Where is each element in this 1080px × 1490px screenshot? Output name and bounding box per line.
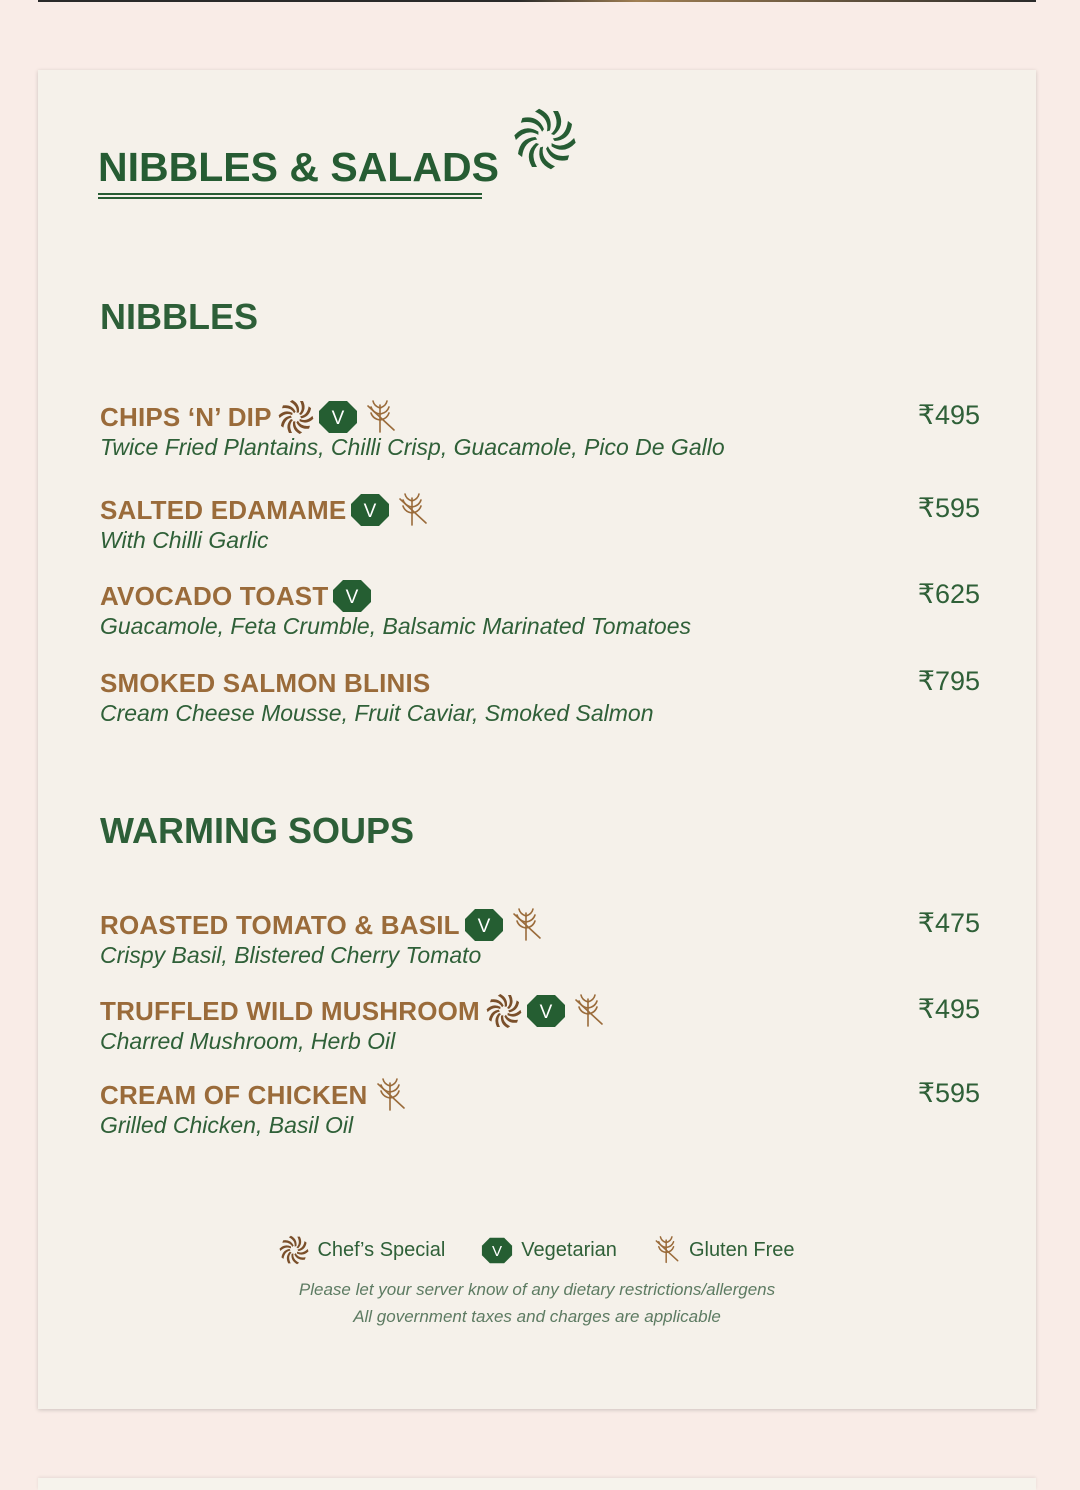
item-name-row: [100, 579, 372, 613]
item-name: CREAM OF CHICKEN: [100, 1079, 368, 1110]
legend-label: Chef’s Special: [317, 1238, 446, 1261]
menu-item: [100, 400, 980, 470]
item-description: Twice Fried Plantains, Chilli Crisp, Guacamole, Pico De Gallo: [100, 434, 725, 460]
svg-text:V: V: [346, 587, 359, 608]
item-name-row: [100, 400, 398, 434]
next-page-edge: [38, 1478, 1036, 1490]
item-name: AVOCADO TOAST: [100, 580, 329, 611]
item-price: ₹625: [917, 579, 980, 609]
legend-label: Gluten Free: [688, 1238, 795, 1261]
chef-special-icon: [278, 399, 314, 435]
menu-item: [100, 493, 980, 563]
item-name: TRUFFLED WILD MUSHROOM: [100, 995, 480, 1026]
item-description: Charred Mushroom, Herb Oil: [100, 1028, 396, 1054]
gluten-free-icon: [653, 1236, 681, 1264]
legend-label: Vegetarian: [521, 1238, 617, 1261]
svg-text:V: V: [477, 916, 491, 937]
item-description: With Chilli Garlic: [100, 527, 269, 553]
menu-item: [100, 994, 980, 1064]
legend-vegetarian: [481, 1237, 617, 1264]
legend-gluten-free: [653, 1236, 795, 1264]
allergen-note: Please let your server know of any dietary restrictions/allergens: [298, 1280, 776, 1299]
gluten-free-icon: [364, 400, 398, 434]
item-price: ₹795: [917, 666, 980, 696]
item-name-row: [100, 666, 430, 700]
svg-text:V: V: [364, 501, 377, 522]
item-name-row: [100, 493, 430, 527]
item-price: ₹495: [917, 400, 980, 430]
item-price: ₹475: [917, 908, 980, 938]
item-name-row: [100, 1078, 408, 1112]
vegetarian-icon: [526, 994, 566, 1028]
sunburst-logo-icon: [514, 108, 576, 170]
svg-text:V: V: [539, 1002, 553, 1023]
gluten-free-icon: [396, 493, 430, 527]
item-name-row: [100, 908, 544, 942]
item-description: Guacamole, Feta Crumble, Balsamic Marinated Tomatoes: [100, 613, 692, 639]
item-name: CHIPS ‘N’ DIP: [100, 401, 272, 432]
item-description: Crispy Basil, Blistered Cherry Tomato: [100, 942, 482, 968]
chef-special-icon: [486, 993, 522, 1029]
item-description: Cream Cheese Mousse, Fruit Caviar, Smoked Salmon: [100, 700, 654, 726]
page-title: NIBBLES & SALADS: [98, 144, 499, 190]
section-title-warming-soups: WARMING SOUPS: [100, 810, 415, 851]
item-price: ₹495: [917, 994, 980, 1024]
item-name: ROASTED TOMATO & BASIL: [100, 909, 460, 940]
section-title-nibbles: NIBBLES: [100, 296, 259, 337]
item-price: ₹595: [917, 1078, 980, 1108]
legend-chef-special: [279, 1235, 445, 1265]
tax-note: All government taxes and charges are applicable: [353, 1307, 721, 1326]
svg-text:V: V: [331, 408, 344, 429]
icon-legend: [38, 1232, 1036, 1268]
menu-item: [100, 908, 980, 978]
menu-item: [100, 666, 980, 736]
previous-page-edge: [38, 0, 1036, 2]
title-underline: [98, 193, 482, 199]
item-name: SMOKED SALMON BLINIS: [100, 667, 431, 698]
menu-item: [100, 1078, 980, 1148]
item-price: ₹595: [917, 493, 980, 523]
gluten-free-icon: [510, 908, 544, 942]
menu-item: [100, 579, 980, 649]
item-name: SALTED EDAMAME: [100, 494, 347, 525]
menu-page: [38, 70, 1036, 1409]
item-description: Grilled Chicken, Basil Oil: [100, 1112, 354, 1138]
svg-text:V: V: [492, 1242, 503, 1260]
gluten-free-icon: [374, 1078, 408, 1112]
vegetarian-icon: [332, 579, 372, 613]
vegetarian-icon: [318, 400, 358, 434]
vegetarian-icon: [481, 1237, 513, 1264]
vegetarian-icon: [464, 908, 504, 942]
chef-special-icon: [279, 1235, 309, 1265]
vegetarian-icon: [350, 493, 390, 527]
gluten-free-icon: [572, 994, 606, 1028]
item-name-row: [100, 994, 606, 1028]
